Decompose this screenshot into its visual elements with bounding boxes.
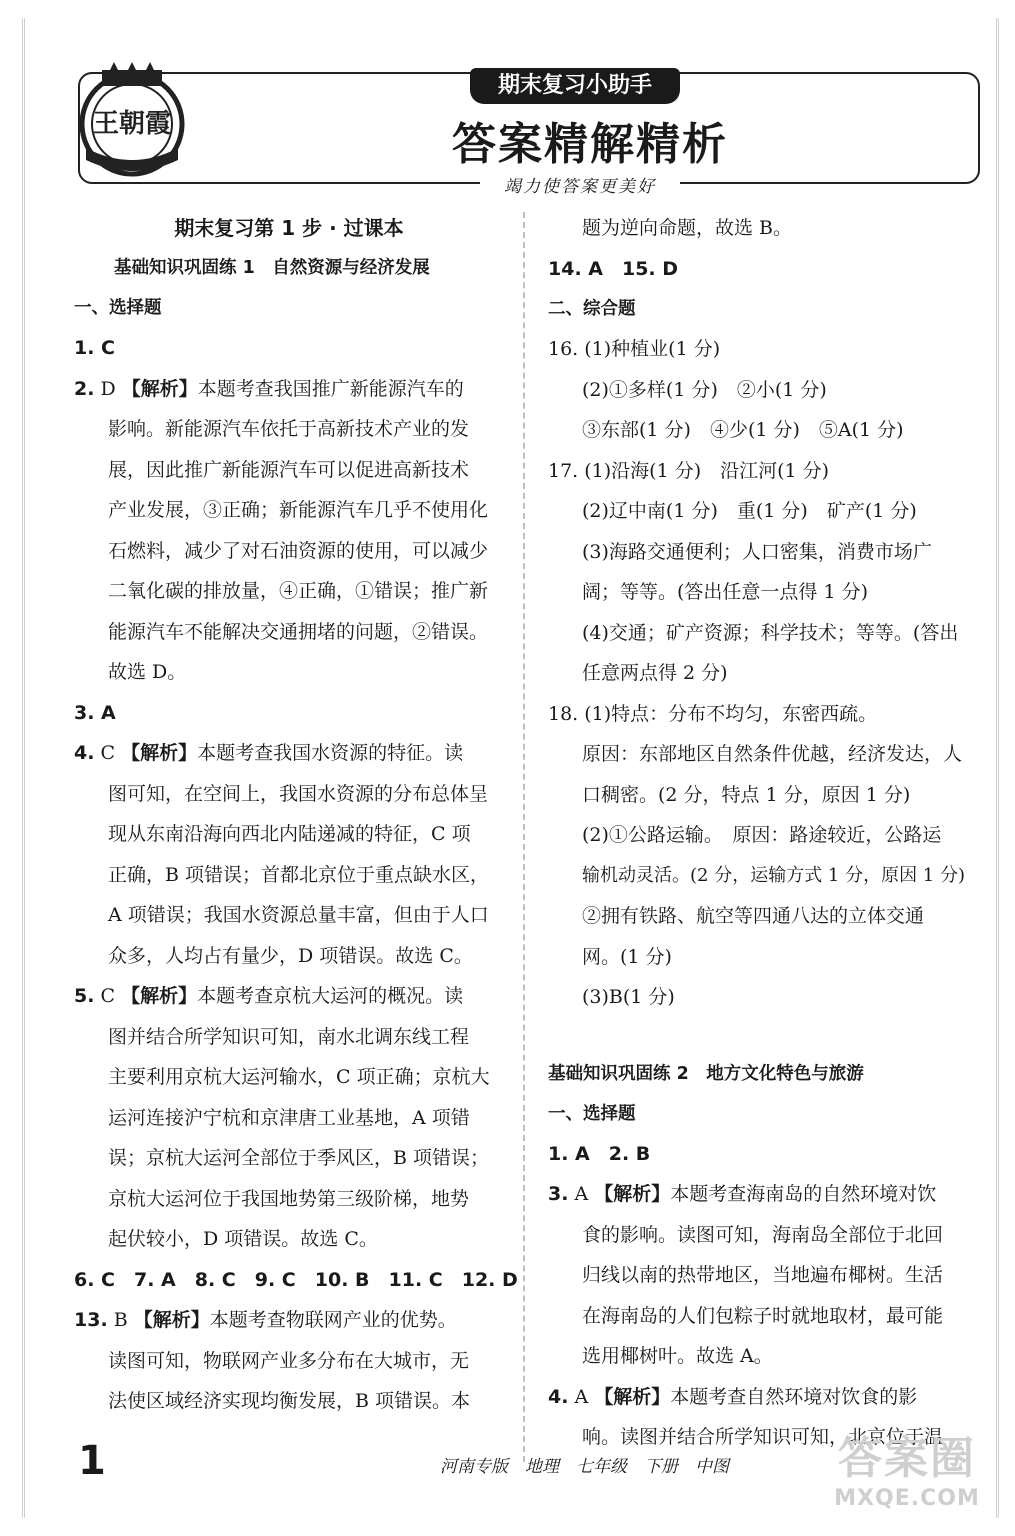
text-line: 能源汽车不能解决交通拥堵的问题，②错误。	[108, 620, 489, 643]
spacer	[548, 1018, 978, 1054]
text-line: 阔；等等。(答出任意一点得 1 分)	[582, 581, 868, 603]
category-heading: 二、综合题	[548, 299, 636, 319]
answer-letter: C	[100, 985, 116, 1007]
question-item	[74, 733, 504, 774]
text-line: 读图可知，物联网产业多分布在大城市，无	[108, 1349, 470, 1372]
answer-text: 1. C	[74, 337, 115, 359]
text-line: 网。(1 分)	[582, 945, 672, 968]
text-line: 法使区域经济实现均衡发展，B 项错误。本	[108, 1390, 471, 1412]
text-line: (3)海路交通便利；人口密集，消费市场广	[582, 540, 932, 563]
question-item	[74, 1300, 504, 1341]
right-column	[548, 208, 978, 1458]
question-number: 4.	[548, 1385, 569, 1408]
watermark-url: MXQE.COM	[834, 1486, 980, 1511]
text-line: 18. (1)特点：分布不均匀，东密西疏。	[548, 702, 878, 725]
answer-letter: B	[113, 1309, 128, 1331]
column-divider	[523, 212, 525, 1462]
text-line: 口稠密。(2 分，特点 1 分，原因 1 分)	[582, 783, 911, 806]
text-line: A 项错误；我国水资源总量丰富，但由于人口	[108, 904, 489, 926]
watermark-text: 答案圈	[838, 1433, 976, 1484]
question-item	[548, 1174, 978, 1215]
watermark	[832, 1432, 982, 1527]
text-line: ③东部(1 分) ④少(1 分) ⑤A(1 分)	[582, 419, 904, 441]
text-line: 图并结合所学知识可知，南水北调东线工程	[108, 1025, 470, 1048]
text-line: 图可知，在空间上，我国水资源的分布总体呈	[108, 782, 489, 805]
analysis-tag: 【解析】	[121, 742, 198, 764]
question-number: 4.	[74, 742, 95, 764]
answer-text: 3. A	[74, 701, 116, 724]
text-line: 产业发展，③正确；新能源汽车几乎不使用化	[108, 499, 489, 521]
text-line: 原因：东部地区自然条件优越，经济发达，人	[582, 743, 963, 765]
left-column	[74, 208, 518, 1422]
text-line: 17. (1)沿海(1 分) 沿江河(1 分)	[548, 459, 830, 482]
section-title: 期末复习第 1 步 · 过课本	[174, 216, 404, 240]
analysis-tag: 【解析】	[594, 1385, 671, 1408]
answer-row: 6. C 7. A 8. C 9. C 10. B 11. C 12. D	[74, 1268, 518, 1291]
text-line: 运河连接沪宁杭和京津唐工业基地，A 项错	[108, 1106, 470, 1129]
text-line: 在海南岛的人们包粽子时就地取材，最可能	[582, 1304, 944, 1327]
text-line: 本题考查物联网产业的优势。	[209, 1309, 457, 1331]
subsection-title: 基础知识巩固练 1 自然资源与经济发展	[114, 258, 430, 278]
text-line: 起伏较小，D 项错误。故选 C。	[108, 1228, 378, 1250]
text-line: 影响。新能源汽车依托于高新技术产业的发	[108, 418, 470, 440]
analysis-tag: 【解析】	[594, 1183, 671, 1205]
question-number: 5.	[74, 985, 95, 1007]
question-number: 13.	[74, 1309, 108, 1331]
text-line: (2)辽中南(1 分) 重(1 分) 矿产(1 分)	[582, 500, 917, 522]
logo-emblem	[72, 62, 192, 182]
text-line: 众多，人均占有量少，D 项错误。故选 C。	[108, 944, 473, 967]
text-line: (4)交通；矿产资源；科学技术；等等。(答出	[582, 621, 959, 644]
subsection-title: 基础知识巩固练 2 地方文化特色与旅游	[548, 1063, 864, 1084]
question-item	[74, 369, 504, 410]
text-line: 选用椰树叶。故选 A。	[582, 1345, 773, 1367]
question-number: 3.	[548, 1183, 569, 1205]
text-line: 主要利用京杭大运河输水，C 项正确；京杭大	[108, 1066, 490, 1088]
question-item	[548, 1377, 978, 1418]
category-heading: 一、选择题	[74, 298, 162, 318]
text-line: 误；京杭大运河全部位于季风区，B 项错误；	[108, 1147, 490, 1169]
text-line: 石燃料，减少了对石油资源的使用，可以减少	[108, 539, 489, 562]
text-line: 本题考查京杭大运河的概况。读	[197, 985, 464, 1007]
text-line: 本题考查我国水资源的特征。读	[197, 742, 464, 764]
analysis-tag: 【解析】	[121, 985, 198, 1007]
text-line: 展，因此推广新能源汽车可以促进高新技术	[108, 458, 470, 481]
header-slogan-wrap	[480, 172, 680, 196]
text-line: 正确，B 项错误；首都北京位于重点缺水区，	[108, 863, 490, 886]
answer-letter: C	[100, 742, 116, 764]
question-item	[74, 976, 504, 1017]
text-line: 本题考查自然环境对饮食的影	[670, 1385, 918, 1408]
text-line: 输机动灵活。(2 分，运输方式 1 分，原因 1 分)	[582, 864, 966, 886]
page-number: 1	[78, 1438, 106, 1484]
text-line: 响。读图并结合所学知识可知，北京位于温	[582, 1426, 944, 1448]
answer-row: 14. A 15. D	[548, 257, 679, 280]
text-line: 归线以南的热带地区，当地遍布椰树。生活	[582, 1264, 944, 1286]
answer-row: 1. A 2. B	[548, 1142, 651, 1165]
answer-letter: D	[100, 377, 116, 400]
text-line: 现从东南沿海向西北内陆递减的特征，C 项	[108, 823, 471, 845]
text-line: 本题考查我国推广新能源汽车的	[197, 377, 464, 400]
text-line: 16. (1)种植业(1 分)	[548, 338, 721, 360]
answer-letter: A	[574, 1385, 589, 1408]
text-line: 食的影响。读图可知，海南岛全部位于北回	[582, 1223, 944, 1246]
category-heading: 一、选择题	[548, 1103, 636, 1124]
answer-item	[74, 693, 504, 734]
page-title: 答案精解精析	[452, 119, 728, 170]
logo-text: 王朝霞	[92, 109, 172, 139]
text-line: 故选 D。	[108, 661, 187, 683]
text-line: 二氧化碳的排放量，④正确，①错误；推广新	[108, 580, 489, 602]
text-line: 京杭大运河位于我国地势第三级阶梯，地势	[108, 1187, 470, 1210]
header-slogan: 竭力使答案更美好	[504, 177, 656, 197]
text-line: (2)①多样(1 分) ②小(1 分)	[582, 378, 827, 401]
text-line: 本题考查海南岛的自然环境对饮	[670, 1183, 937, 1205]
header-tab: 期末复习小助手	[470, 68, 680, 104]
text-line: (3)B(1 分)	[582, 986, 675, 1008]
answer-letter: A	[574, 1183, 589, 1205]
text-line: (2)①公路运输。 原因：路途较近，公路运	[582, 824, 942, 846]
text-line: 题为逆向命题，故选 B。	[582, 217, 793, 239]
footer-info: 河南专版 地理 七年级 下册 中图	[440, 1457, 729, 1477]
analysis-tag: 【解析】	[133, 1309, 210, 1331]
text-line: 任意两点得 2 分)	[582, 662, 728, 684]
answer-item	[74, 328, 504, 369]
analysis-tag: 【解析】	[121, 377, 198, 400]
text-line: ②拥有铁路、航空等四通八达的立体交通	[582, 905, 925, 927]
question-number: 2.	[74, 377, 95, 400]
